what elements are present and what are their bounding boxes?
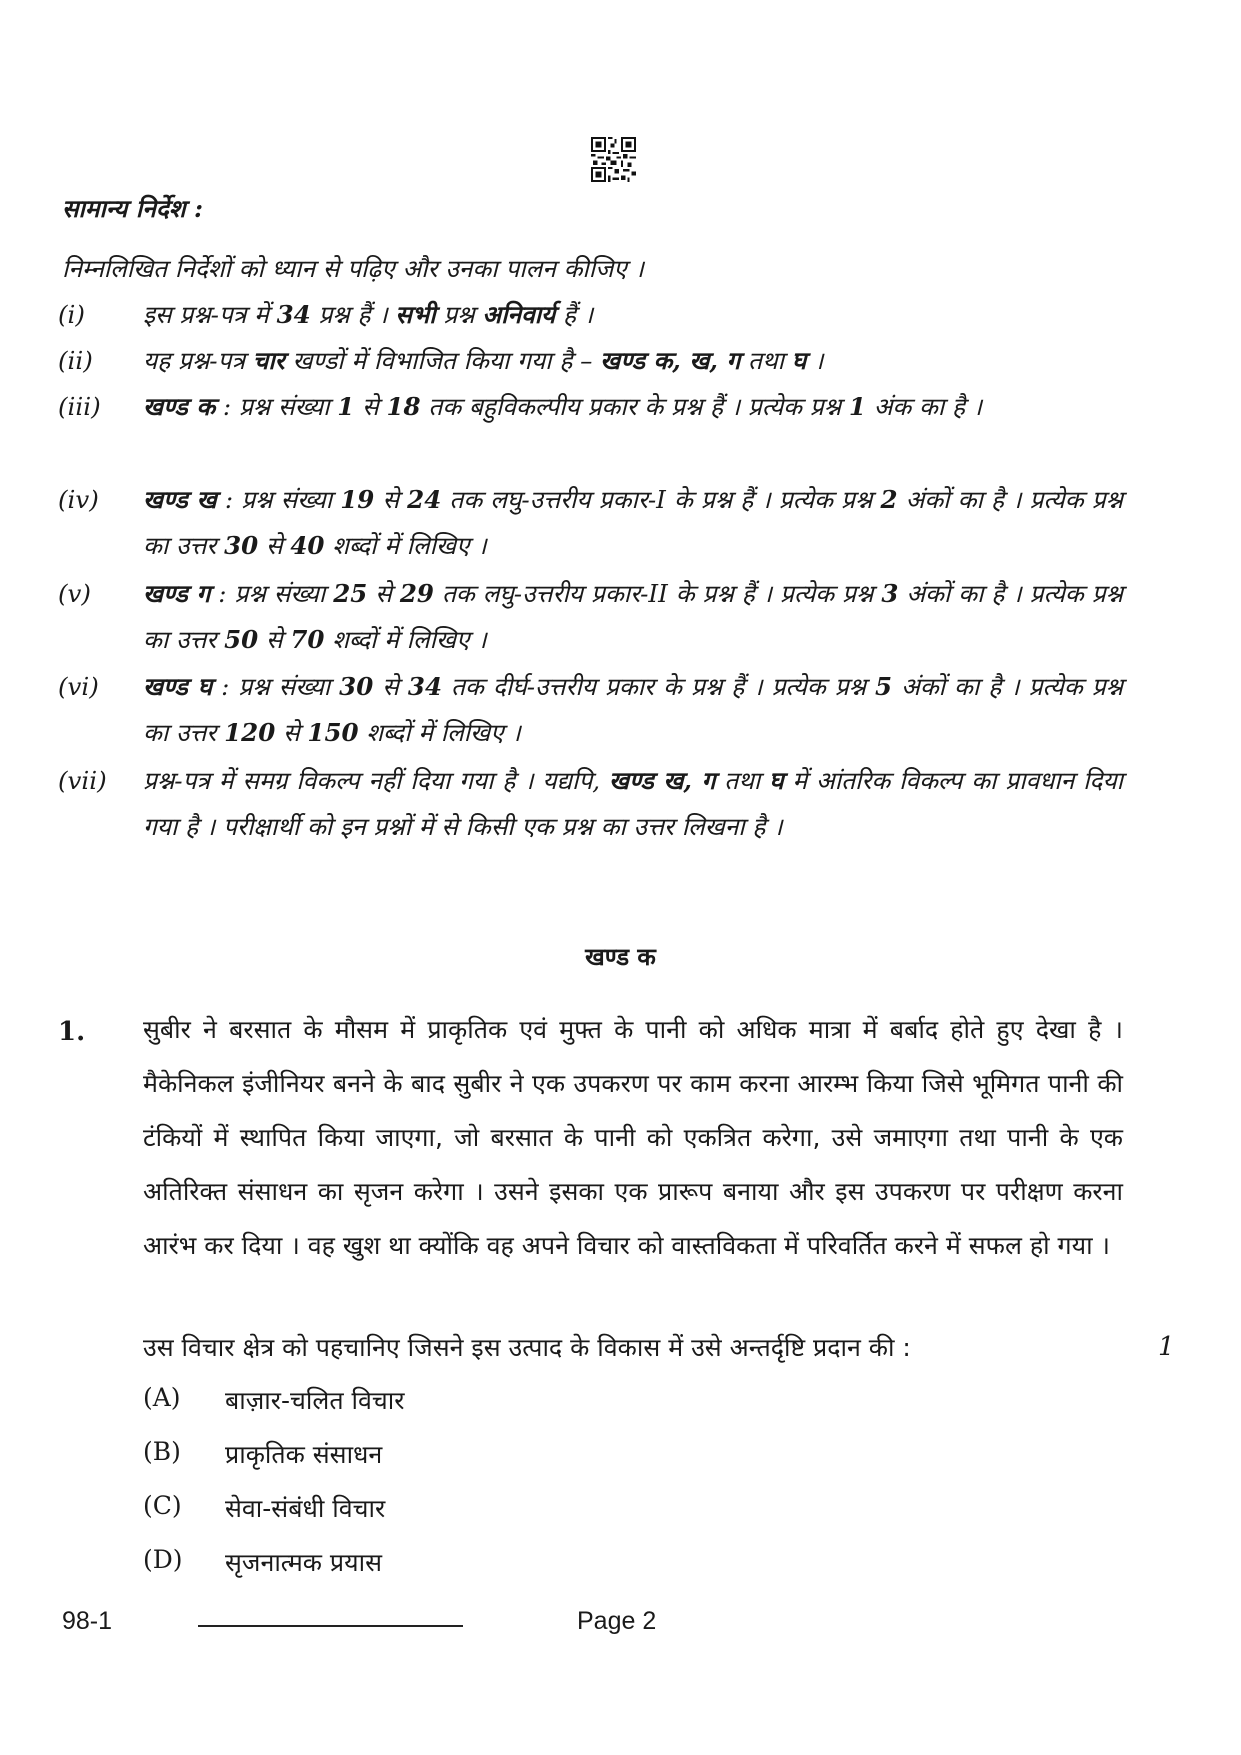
option-label: (B) — [143, 1437, 181, 1466]
instruction-number: (ii) — [58, 346, 93, 375]
option-text: सृजनात्मक प्रयास — [225, 1548, 383, 1577]
instruction-text: खण्ड घ : प्रश्न संख्या 30 से 34 तक दीर्घ-उत्तरीय प्रकार के प्रश्न हैं । प्रत्येक प्रश्न 5 अंकों का है । प्रत्येक प्रश्न का उत्तर 120 से 150 शब्दों में लिखिए । — [143, 672, 1123, 747]
instruction-number: (vi) — [58, 672, 99, 701]
paper-code: 98-1 — [62, 1607, 113, 1635]
instructions-intro: निम्नलिखित निर्देशों को ध्यान से पढ़िए और उनका पालन कीजिए । — [62, 254, 644, 283]
option-label: (A) — [143, 1383, 181, 1412]
instruction-text: प्रश्न-पत्र में समग्र विकल्प नहीं दिया गया है । यद्यपि, खण्ड ख, ग तथा घ में आंतरिक विकल्प का प्रावधान दिया गया है । परीक्षार्थी को इन प्रश्नों में से किसी एक प्रश्न का उत्तर लिखना है । — [143, 766, 1123, 841]
question-number: 1. — [58, 1017, 86, 1047]
option-text: सेवा-संबंधी विचार — [225, 1494, 386, 1523]
option-text: बाज़ार-चलित विचार — [225, 1386, 405, 1415]
qr-code — [591, 137, 636, 182]
instruction-number: (iii) — [58, 392, 101, 421]
question-text: सुबीर ने बरसात के मौसम में प्राकृतिक एवं मुफ्त के पानी को अधिक मात्रा में बर्बाद होते हुए देखा है । मैकेनिकल इंजीनियर बनने के बाद सुबीर ने एक उपकरण पर काम करना आरम्भ किया जिसे भूमिगत पानी की टंकियों में स्थापित किया जाएगा, जो बरसात के पानी को एकत्रित करेगा, उसे जमाएगा तथा पानी के एक अतिरिक्त संसाधन का सृजन करेगा । उसने इसका एक प्रारूप बनाया और इस उपकरण पर परीक्षण करना आरंभ कर दिया । वह खुश था क्योंकि वह अपने विचार को वास्तविकता में परिवर्तित करने में सफल हो गया । — [143, 1015, 1123, 1260]
instruction-number: (v) — [58, 579, 91, 608]
option-label: (D) — [143, 1545, 183, 1574]
footer-rule — [198, 1625, 463, 1627]
general-instructions-heading: सामान्य निर्देश : — [62, 194, 204, 223]
section-title: खण्ड क — [585, 943, 656, 971]
instruction-number: (i) — [58, 300, 85, 329]
option-label: (C) — [143, 1491, 182, 1520]
option-text: प्राकृतिक संसाधन — [225, 1440, 383, 1469]
instruction-text: खण्ड ग : प्रश्न संख्या 25 से 29 तक लघु-उत्तरीय प्रकार-II के प्रश्न हैं । प्रत्येक प्रश्न 3 अंकों का है । प्रत्येक प्रश्न का उत्तर 50 से 70 शब्दों में लिखिए । — [143, 579, 1123, 654]
instruction-text: खण्ड ख : प्रश्न संख्या 19 से 24 तक लघु-उत्तरीय प्रकार-I के प्रश्न हैं । प्रत्येक प्रश्न 2 अंकों का है । प्रत्येक प्रश्न का उत्तर 30 से 40 शब्दों में लिखिए । — [143, 485, 1123, 560]
question-prompt: उस विचार क्षेत्र को पहचानिए जिसने इस उत्पाद के विकास में उसे अन्तर्दृष्टि प्रदान की : — [143, 1333, 911, 1362]
page-number: Page 2 — [577, 1607, 657, 1635]
question-marks: 1 — [1158, 1332, 1175, 1362]
instruction-number: (iv) — [58, 485, 99, 514]
instruction-number: (vii) — [58, 766, 107, 795]
instruction-text: खण्ड क : प्रश्न संख्या 1 से 18 तक बहुविकल्पीय प्रकार के प्रश्न हैं । प्रत्येक प्रश्न 1 अंक का है । — [143, 392, 983, 421]
instruction-text: यह प्रश्न-पत्र चार खण्डों में विभाजित किया गया है – खण्ड क, ख, ग तथा घ । — [143, 346, 824, 375]
instruction-text: इस प्रश्न-पत्र में 34 प्रश्न हैं । सभी प्रश्न अनिवार्य हैं । — [143, 300, 594, 329]
